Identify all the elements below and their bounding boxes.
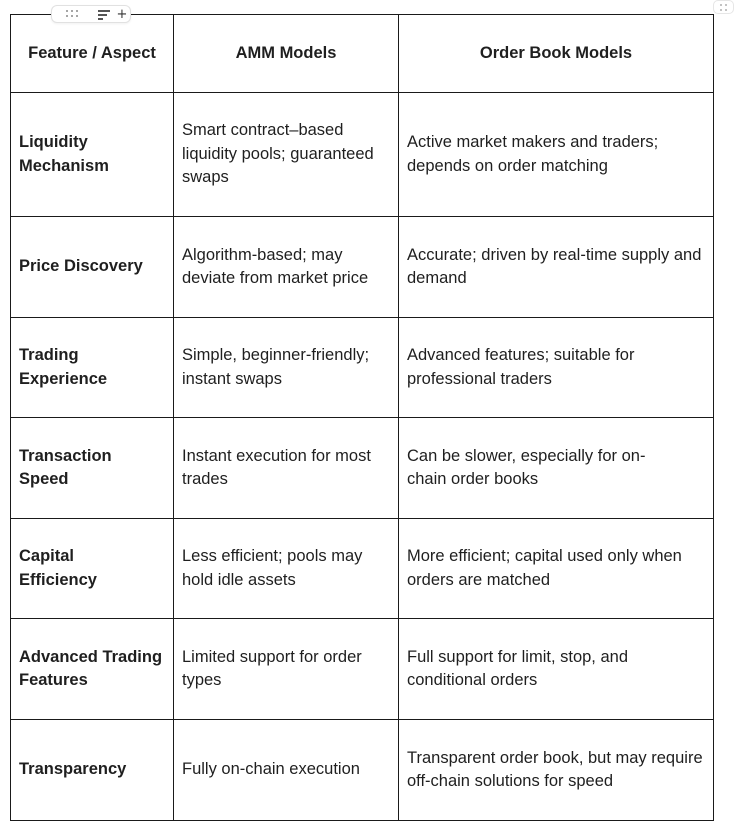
orderbook-cell[interactable]: Accurate; driven by real-time supply and demand [399, 217, 714, 318]
table-row [11, 720, 714, 821]
feature-cell[interactable]: Capital Efficiency [11, 519, 174, 619]
feature-cell[interactable]: Trading Experience [11, 318, 174, 418]
table-row [11, 318, 714, 418]
header-amm-models[interactable]: AMM Models [174, 15, 399, 93]
amm-cell[interactable]: Simple, beginner-friendly; instant swaps [174, 318, 399, 418]
table-row [11, 418, 714, 519]
orderbook-cell[interactable]: Full support for limit, stop, and conditional orders [399, 619, 714, 720]
table-toolbar [51, 5, 131, 23]
orderbook-cell[interactable]: More efficient; capital used only when orders are matched [399, 519, 714, 619]
drag-handle-icon[interactable] [66, 10, 80, 19]
amm-cell[interactable]: Algorithm-based; may deviate from market price [174, 217, 399, 318]
amm-cell[interactable]: Instant execution for most trades [174, 418, 399, 519]
orderbook-cell[interactable]: Advanced features; suitable for professional traders [399, 318, 714, 418]
feature-cell[interactable]: Price Discovery [11, 217, 174, 318]
table-row [11, 519, 714, 619]
amm-cell[interactable]: Fully on-chain execution [174, 720, 399, 821]
orderbook-cell[interactable]: Active market makers and traders; depends on order matching [399, 93, 714, 217]
feature-cell[interactable]: Advanced Trading Features [11, 619, 174, 720]
add-column-plus-icon[interactable]: + [116, 7, 128, 22]
amm-cell[interactable]: Limited support for order types [174, 619, 399, 720]
table-row [11, 93, 714, 217]
table-header-row [11, 15, 714, 93]
comparison-table [10, 14, 714, 821]
header-order-book-models[interactable]: Order Book Models [399, 15, 714, 93]
feature-cell[interactable]: Transparency [11, 720, 174, 821]
amm-cell[interactable]: Smart contract–based liquidity pools; guaranteed swaps [174, 93, 399, 217]
sort-icon[interactable] [98, 10, 110, 20]
orderbook-cell[interactable]: Transparent order book, but may require off-chain solutions for speed [399, 720, 714, 821]
block-drag-handle-icon[interactable] [713, 0, 734, 14]
orderbook-cell[interactable]: Can be slower, especially for on-chain order books [399, 418, 714, 519]
table-row [11, 619, 714, 720]
header-feature[interactable]: Feature / Aspect [11, 15, 174, 93]
table-row [11, 217, 714, 318]
feature-cell[interactable]: Liquidity Mechanism [11, 93, 174, 217]
amm-cell[interactable]: Less efficient; pools may hold idle assets [174, 519, 399, 619]
feature-cell[interactable]: Transaction Speed [11, 418, 174, 519]
